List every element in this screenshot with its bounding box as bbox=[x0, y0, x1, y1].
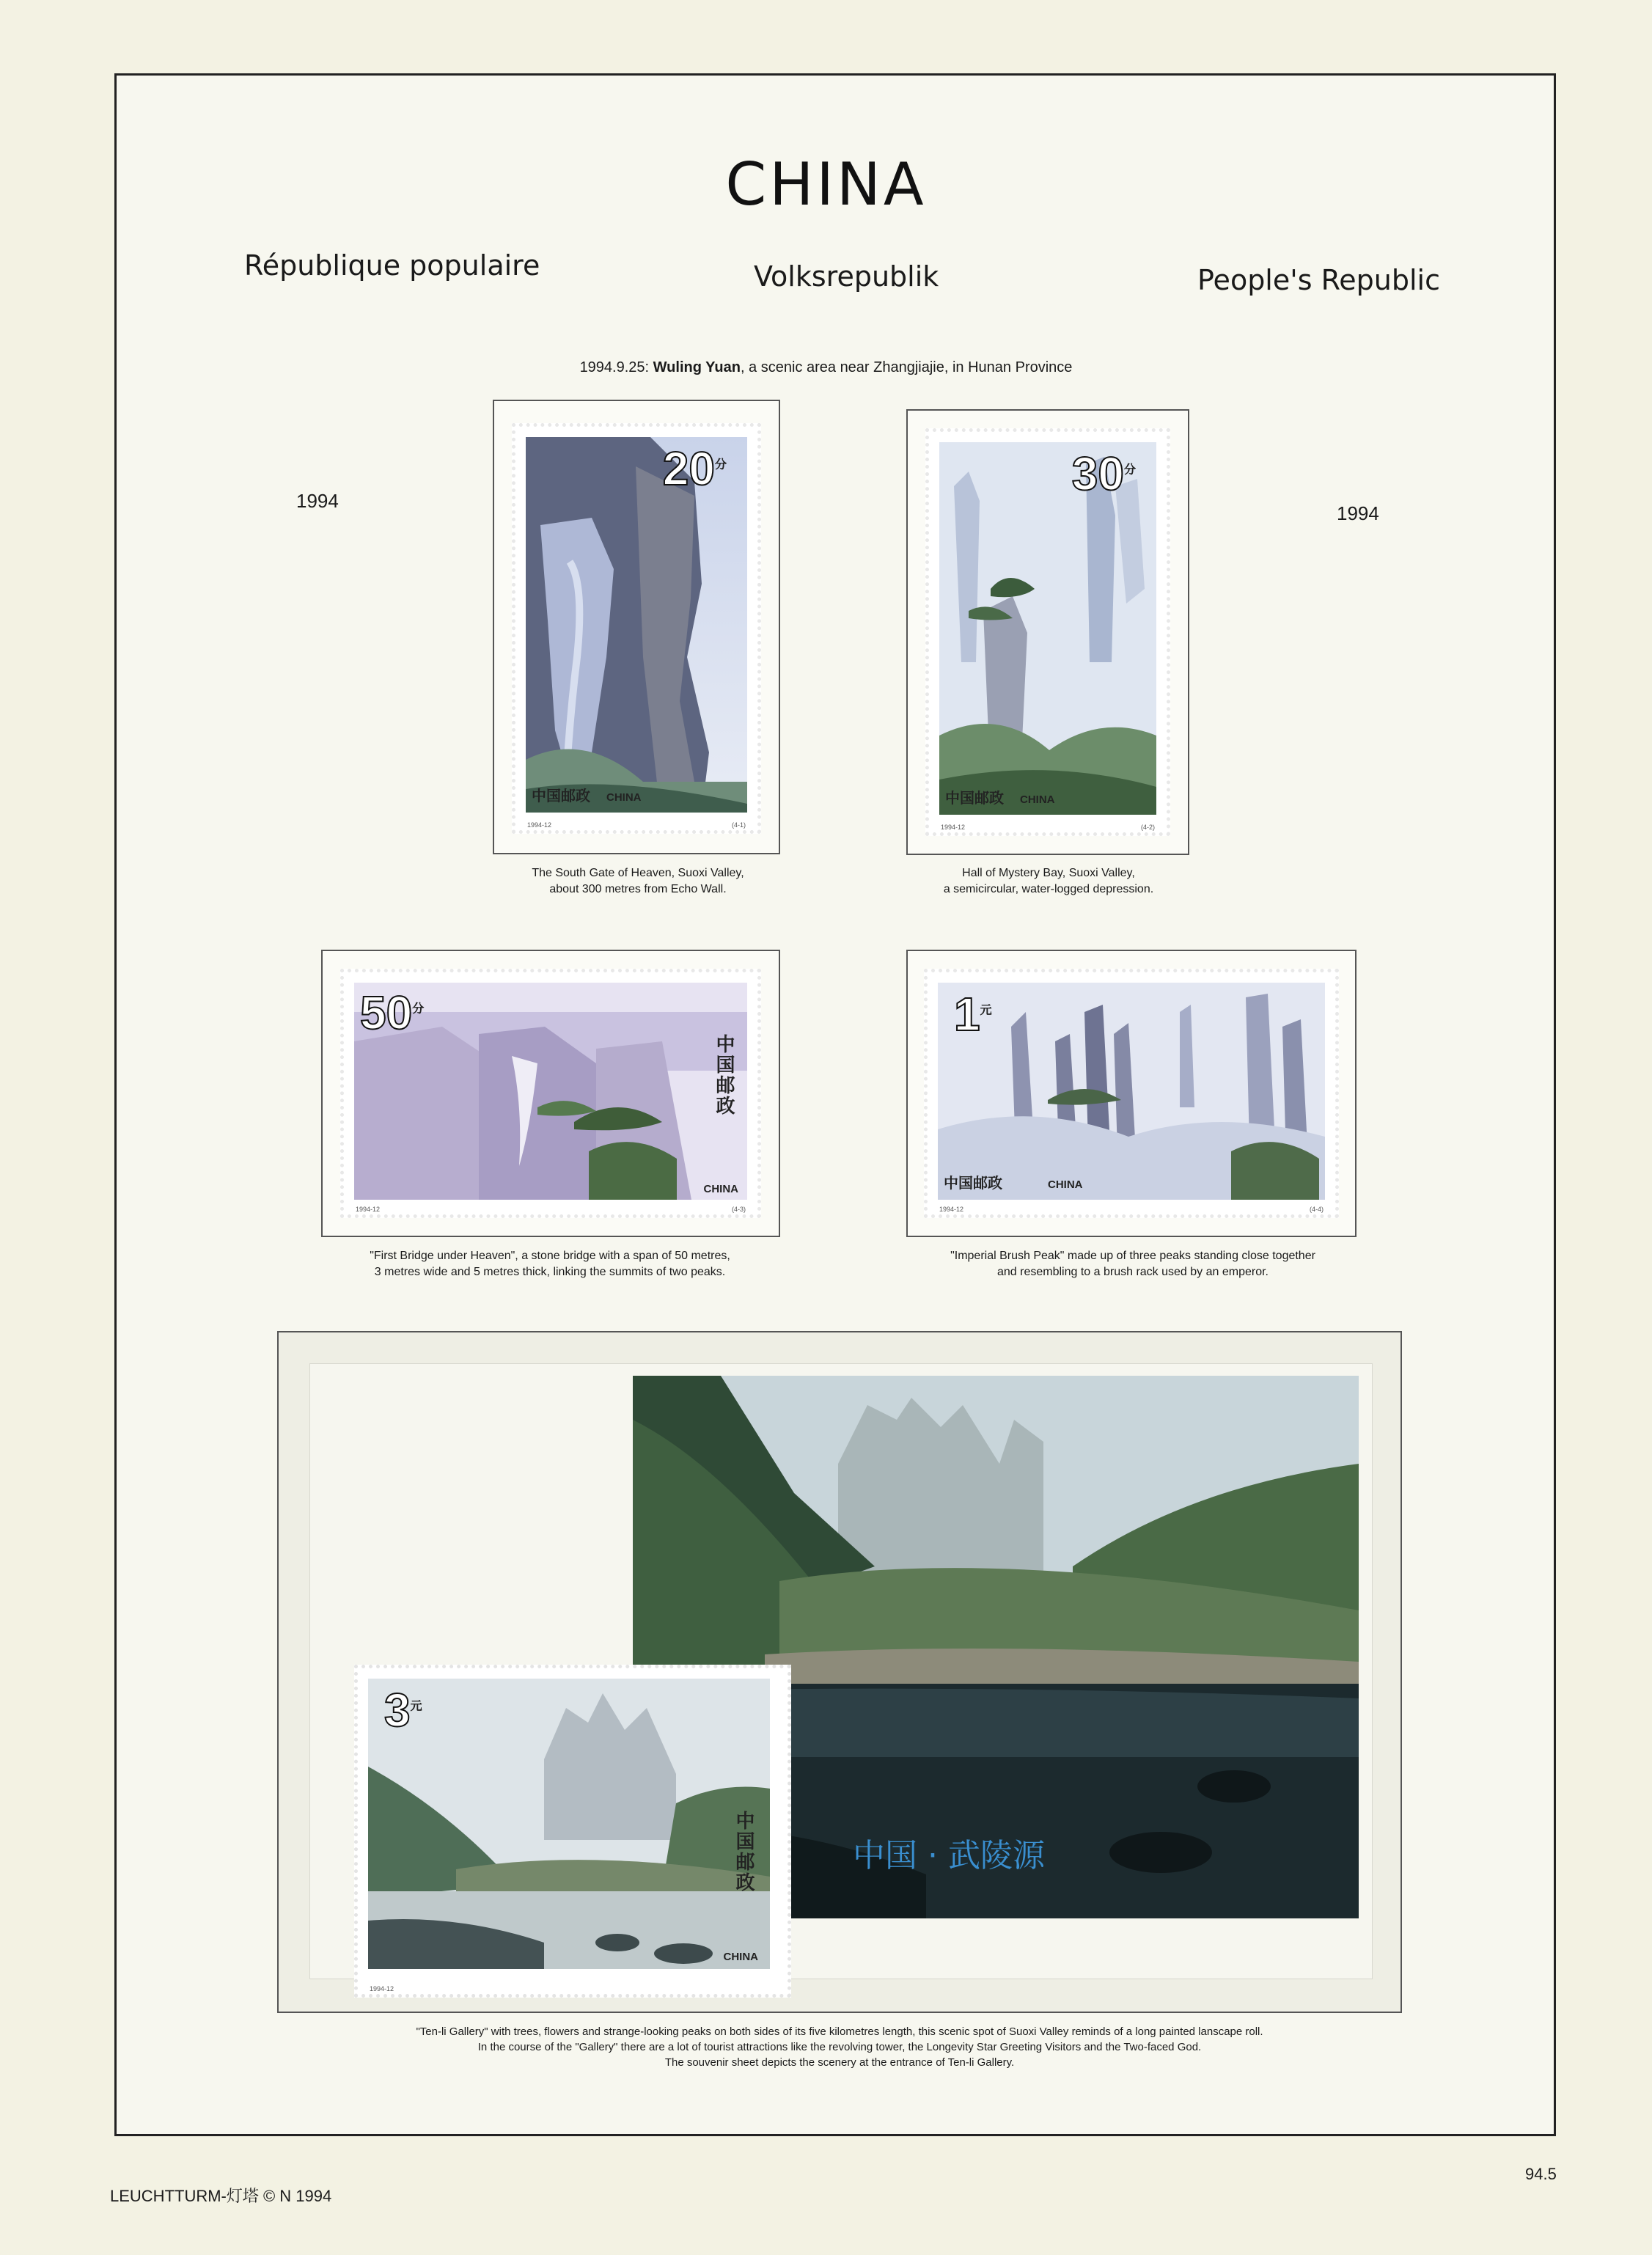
stamp-50-denomination: $50^分$ bbox=[360, 986, 425, 1039]
stamp-50-artwork bbox=[354, 983, 747, 1200]
stamp-mount-3 bbox=[321, 950, 780, 1237]
publisher-imprint: LEUCHTTURM-灯塔 © N 1994 bbox=[110, 2187, 332, 2205]
issue-date: 1994.9.25: bbox=[579, 359, 650, 375]
stamp-mount-4 bbox=[906, 950, 1357, 1237]
stamp-1-code: 1994-12 bbox=[939, 1206, 964, 1213]
stamp-50-caption: "First Bridge under Heaven", a stone bridge with a span of 50 metres, 3 metres wide and 5 metres thick, linking the summits of two peaks. bbox=[370, 1250, 730, 1278]
stamp-20-denomination: $20^分$ bbox=[662, 442, 727, 495]
stamp-50-country-cn: 中国邮政 bbox=[713, 1034, 735, 1116]
year-left: 1994 bbox=[296, 490, 339, 512]
stamp-20[interactable] bbox=[512, 423, 761, 834]
stamp-1-country: CHINA bbox=[1048, 1178, 1083, 1191]
stamp-30-country: CHINA bbox=[1020, 793, 1055, 806]
stamp-50-code: 1994-12 bbox=[356, 1206, 381, 1213]
label-french: République populaire bbox=[244, 249, 540, 282]
souvenir-sheet-mount bbox=[277, 1331, 1402, 2013]
year-right: 1994 bbox=[1337, 502, 1379, 524]
stamp-3[interactable] bbox=[354, 1665, 791, 1998]
stamp-3-code: 1994-12 bbox=[370, 1985, 394, 1992]
stamp-30-caption: Hall of Mystery Bay, Suoxi Valley, a semicircular, water-logged depression. bbox=[943, 867, 1154, 895]
stamp-3-denomination: $3^元$ bbox=[384, 1684, 422, 1737]
stamp-1-denomination: $1^元$ bbox=[954, 988, 992, 1041]
stamp-1-country-cn: 中国邮政 bbox=[944, 1176, 1002, 1192]
stamp-30-code: 1994-12 bbox=[941, 824, 966, 831]
souvenir-sheet-title: 中国 · 武陵源 bbox=[853, 1837, 1045, 1874]
stamp-20-country: CHINA bbox=[606, 791, 642, 804]
label-english: People's Republic bbox=[1197, 264, 1440, 296]
stamp-20-number: (4-1) bbox=[731, 821, 746, 829]
stamp-50-number: (4-3) bbox=[731, 1206, 746, 1213]
stamp-20-country-cn: 中国邮政 bbox=[532, 788, 590, 804]
stamp-50[interactable] bbox=[340, 969, 761, 1218]
stamp-20-artwork bbox=[526, 437, 747, 813]
stamp-30[interactable] bbox=[925, 428, 1170, 836]
issue-line bbox=[0, 359, 1652, 376]
stamp-30-number: (4-2) bbox=[1140, 824, 1155, 831]
stamp-20-code: 1994-12 bbox=[527, 821, 552, 829]
stamp-mount-1 bbox=[493, 400, 780, 854]
label-german: Volksrepublik bbox=[754, 260, 939, 293]
stamp-30-denomination: $30^分$ bbox=[1071, 447, 1136, 500]
stamp-50-country: CHINA bbox=[703, 1183, 738, 1195]
stamp-30-artwork bbox=[939, 442, 1156, 815]
stamp-mount-2 bbox=[906, 409, 1189, 855]
issue-name: Wuling Yuan bbox=[653, 359, 741, 375]
issue-description: , a scenic area near Zhangjiajie, in Hunan Province bbox=[740, 359, 1073, 375]
stamp-20-caption: The South Gate of Heaven, Suoxi Valley, about 300 metres from Echo Wall. bbox=[532, 867, 744, 895]
stamp-1-number: (4-4) bbox=[1309, 1206, 1324, 1213]
stamp-30-country-cn: 中国邮政 bbox=[945, 791, 1004, 807]
stamp-3-country-cn: 中国邮政 bbox=[733, 1811, 755, 1893]
souvenir-sheet-caption: "Ten-li Gallery" with trees, flowers and strange-looking peaks on both sides of its five kilometres length, this scenic spot of Suoxi Valley reminds of a long painted lanscape roll. In the course of the "Gallery" there are a lot of tourist attractions like the revolving tower, the Longevity Star Greeting Visitors and the Two-faced God. The souvenir sheet depicts the scenery at the entrance of Ten-li Gallery. bbox=[416, 2025, 1263, 2069]
stamp-1-artwork bbox=[938, 983, 1325, 1200]
stamp-1-caption: "Imperial Brush Peak" made up of three peaks standing close together and resembling to a brush rack used by an emperor. bbox=[950, 1250, 1315, 1278]
stamp-3-country: CHINA bbox=[723, 1951, 758, 1963]
stamp-3-artwork bbox=[368, 1679, 770, 1969]
page-title: CHINA bbox=[725, 150, 927, 219]
souvenir-sheet[interactable] bbox=[309, 1363, 1373, 1992]
page-number: 94.5 bbox=[1525, 2165, 1557, 2183]
stamp-1[interactable] bbox=[924, 969, 1339, 1218]
